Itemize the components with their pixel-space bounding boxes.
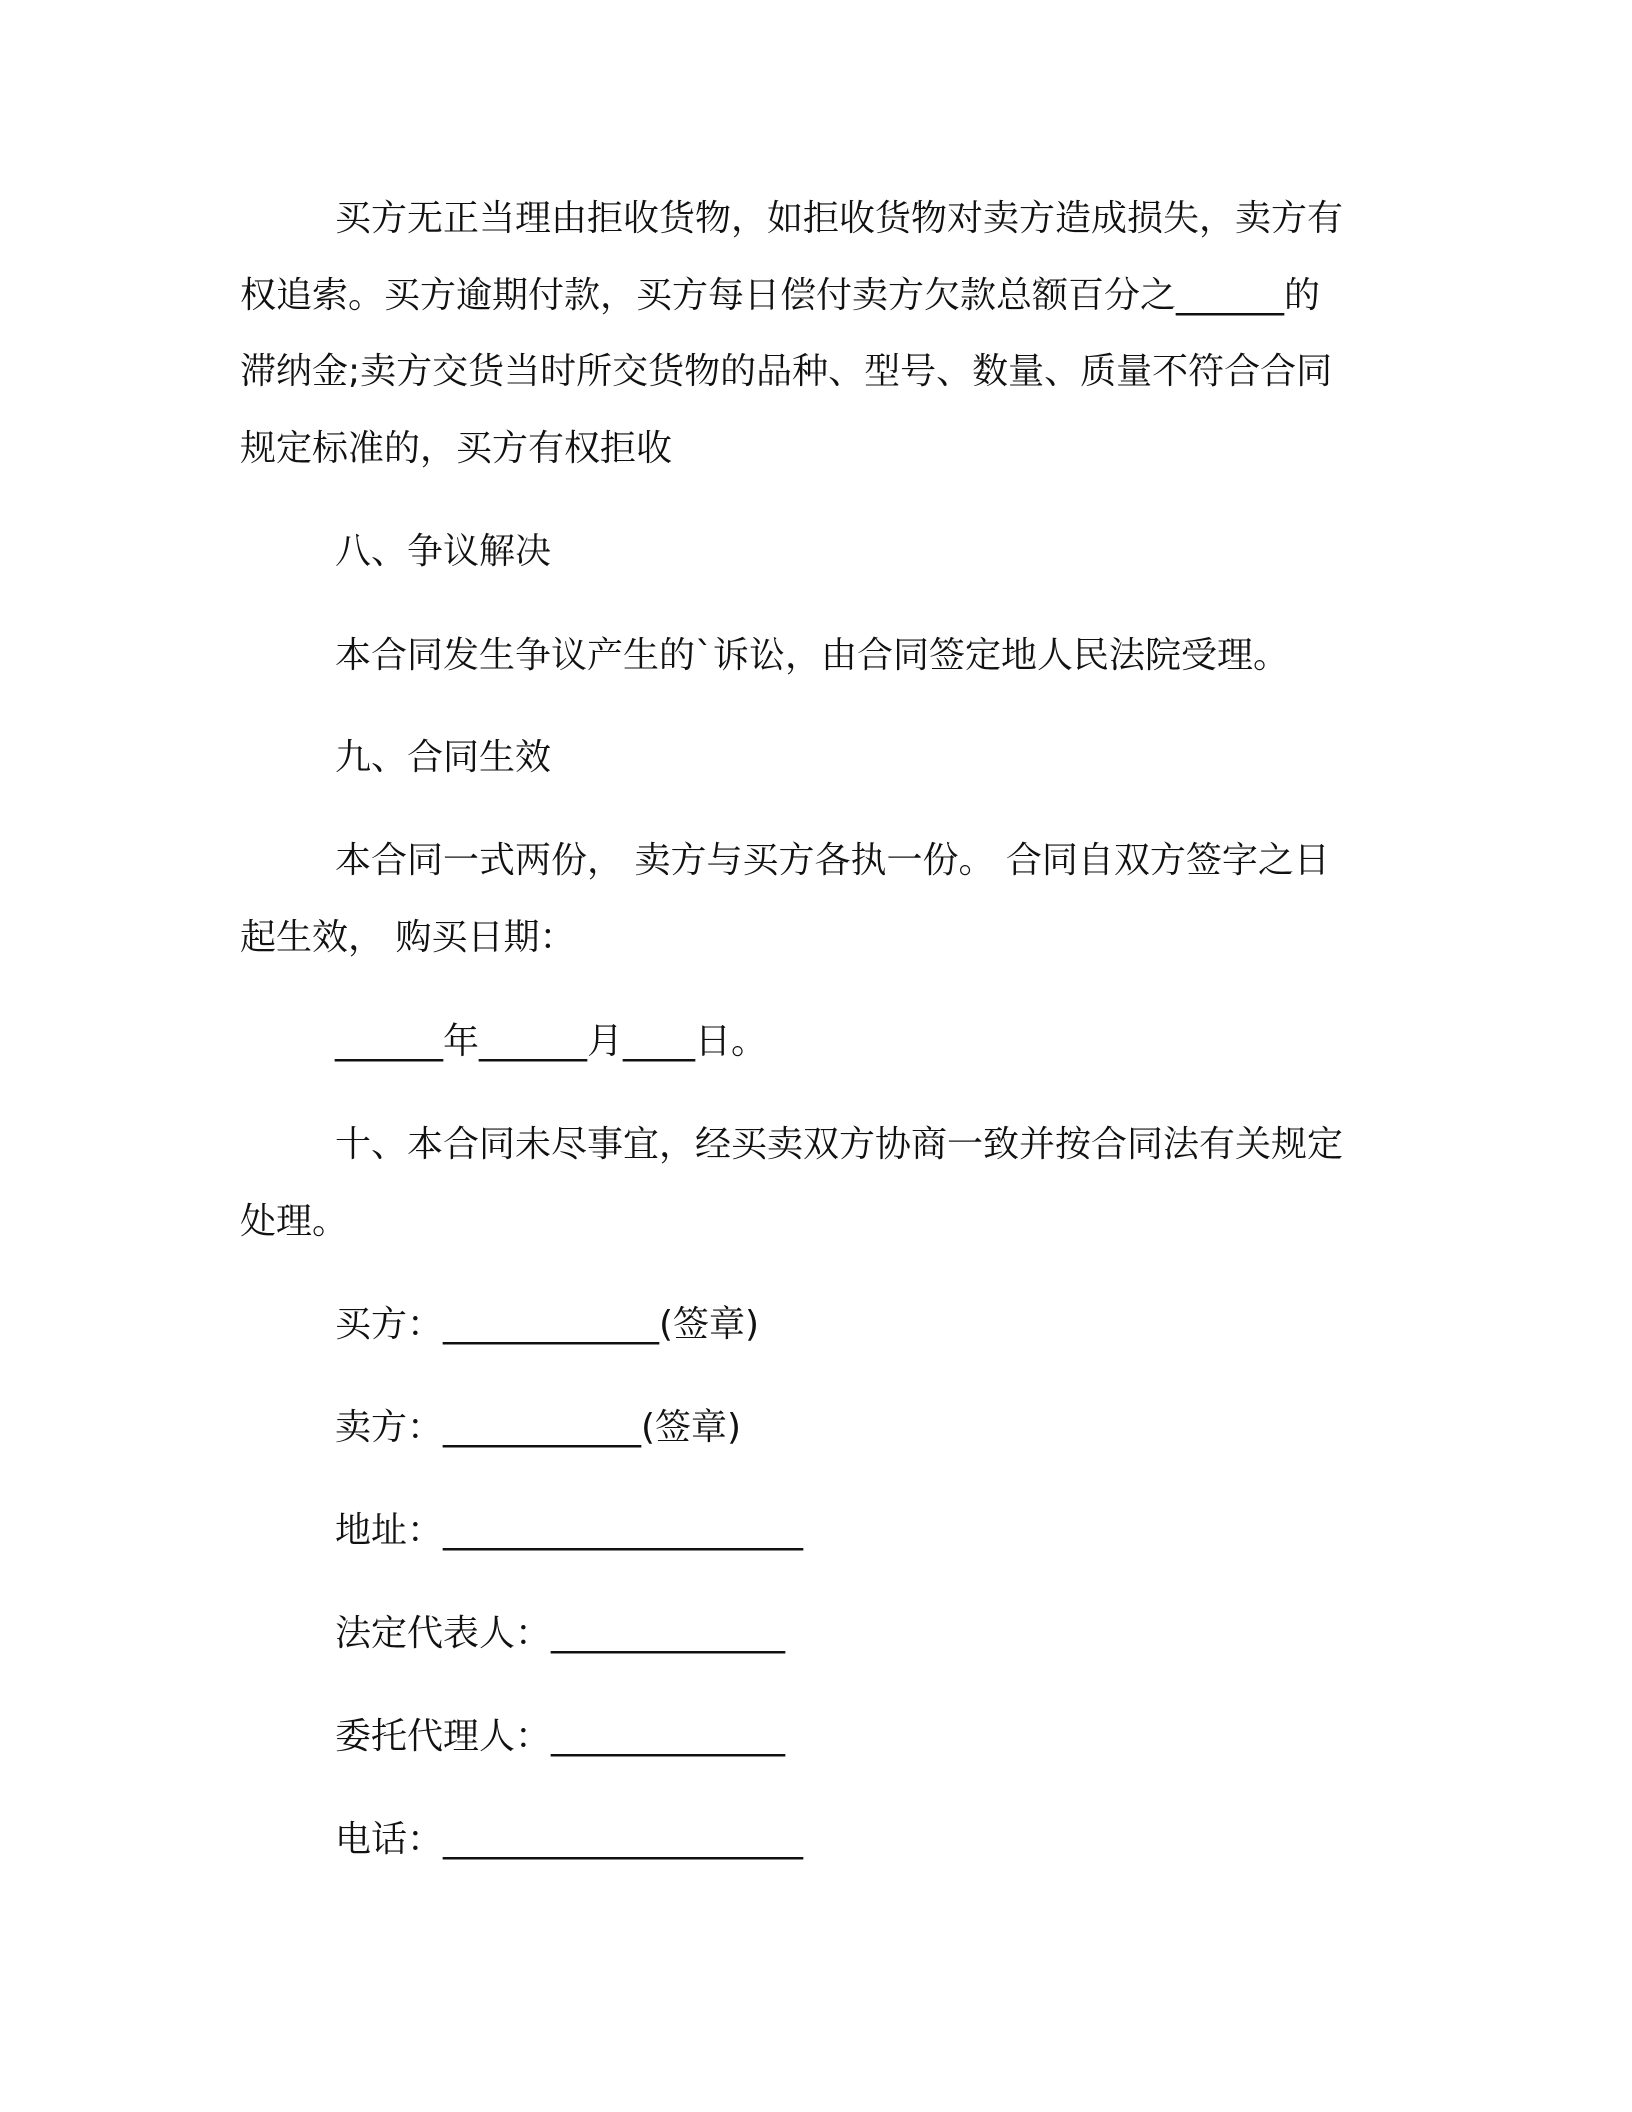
- buyer-signature-field: 买方：____________(签章): [335, 1304, 760, 1345]
- purchase-date-line: ______年______月____日。: [335, 1021, 768, 1062]
- authorized-agent-field: 委托代理人：_____________: [335, 1716, 786, 1757]
- section-eight-body: 本合同发生争议产生的`诉讼，由合同签定地人民法院受理。: [335, 635, 1290, 676]
- section-ten-line-1: 十、本合同未尽事宜，经买卖双方协商一致并按合同法有关规定: [335, 1124, 1344, 1165]
- seller-signature-field: 卖方：___________(签章): [335, 1407, 742, 1448]
- clause-seven-line-3: 滞纳金;卖方交货当时所交货物的品种、型号、数量、质量不符合合同: [240, 351, 1333, 392]
- clause-seven-line-1: 买方无正当理由拒收货物，如拒收货物对卖方造成损失，卖方有: [335, 198, 1344, 239]
- section-ten-line-2: 处理。: [240, 1201, 349, 1242]
- section-nine-body-line-2: 起生效， 购买日期：: [240, 917, 576, 958]
- clause-seven-line-4: 规定标准的，买方有权拒收: [240, 428, 673, 469]
- section-eight-heading: 八、争议解决: [335, 531, 552, 572]
- legal-representative-field: 法定代表人：_____________: [335, 1613, 786, 1654]
- clause-seven-line-2: 权追索。买方逾期付款，买方每日偿付卖方欠款总额百分之______的: [240, 275, 1321, 316]
- phone-field: 电话：____________________: [335, 1819, 804, 1860]
- section-nine-heading: 九、合同生效: [335, 737, 552, 778]
- section-nine-body-line-1: 本合同一式两份， 卖方与买方各执一份。 合同自双方签字之日: [335, 840, 1330, 881]
- address-field: 地址：____________________: [335, 1510, 804, 1551]
